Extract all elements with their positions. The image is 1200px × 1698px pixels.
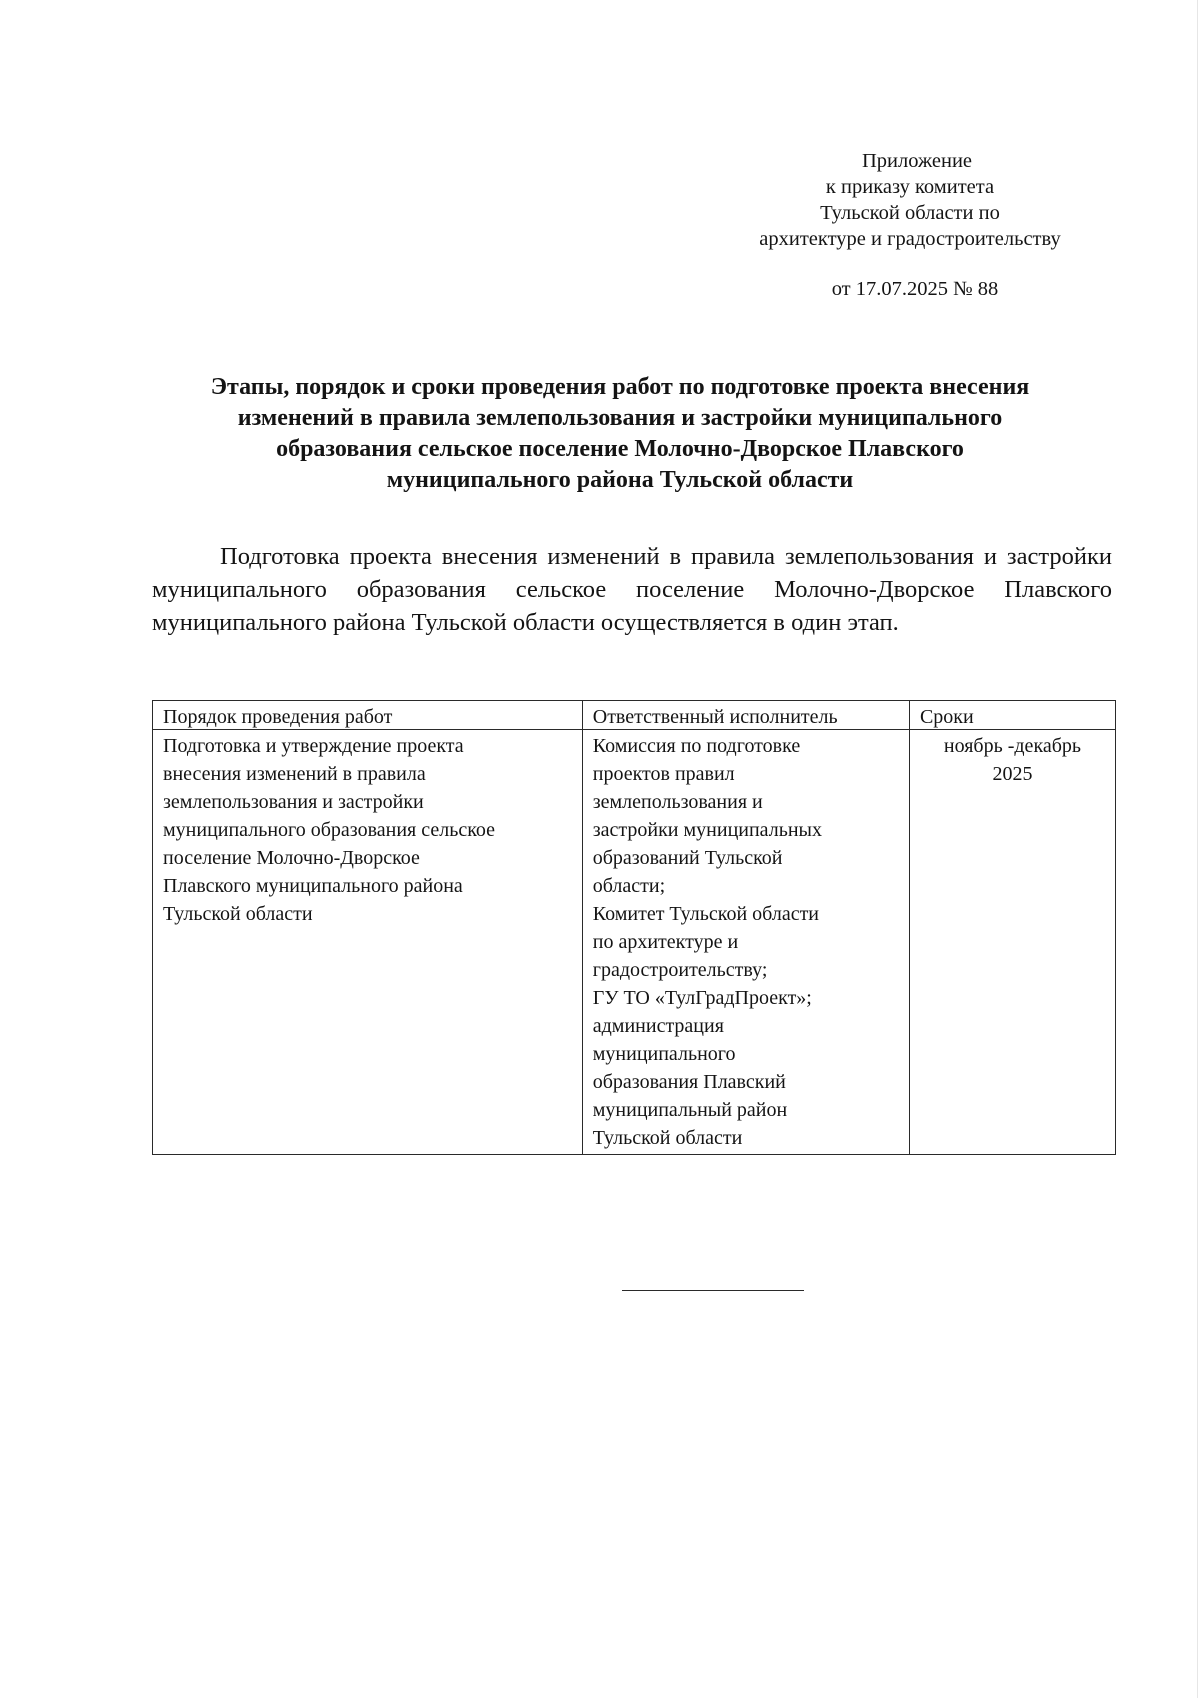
scan-edge-line: [1197, 0, 1198, 1698]
appendix-line: архитектуре и градостроительству: [759, 228, 1061, 250]
intro-paragraph: Подготовка проекта внесения изменений в правила землепользования и застройки муниципального образования сельское поселение Молочно-Дворское Плавского муниципального района Тульской области осуществляется в один этап.: [152, 543, 1112, 636]
works-table: [152, 700, 1116, 1155]
table-row: [153, 730, 1116, 1155]
appendix-header: [700, 148, 1120, 302]
cell-responsible: Комиссия по подготовке проектов правил землепользования и застройки муниципальных образований Тульской области; Комитет Тульской области по архитектуре и градостроительству; ГУ ТО «ТулГрадПроект»; администрация муниципального образования Плавский муниципальный район Тульской области: [582, 730, 909, 1155]
order-date-number: от 17.07.2025 № 88: [831, 278, 999, 300]
document-title: Этапы, порядок и сроки проведения работ по подготовке проекта внесения изменений в правила землепользования и застройки муниципального образования сельское поселение Молочно-Дворское Плавского муниципального района Тульской области: [210, 374, 1030, 493]
header-responsible: Ответственный исполнитель: [582, 701, 909, 730]
appendix-line: к приказу комитета: [825, 176, 995, 198]
appendix-line: Тульской области по: [820, 202, 1000, 224]
cell-terms: ноябрь -декабрь 2025: [909, 730, 1115, 1155]
end-separator-line: [622, 1290, 804, 1291]
cell-order: Подготовка и утверждение проекта внесения изменений в правила землепользования и застройки муниципального образования сельское поселение Молочно-Дворское Плавского муниципального района Тульской области: [153, 730, 583, 1155]
header-terms: Сроки: [909, 701, 1115, 730]
table-header-row: [153, 701, 1116, 730]
appendix-line: Приложение: [861, 150, 973, 172]
header-order: Порядок проведения работ: [153, 701, 583, 730]
